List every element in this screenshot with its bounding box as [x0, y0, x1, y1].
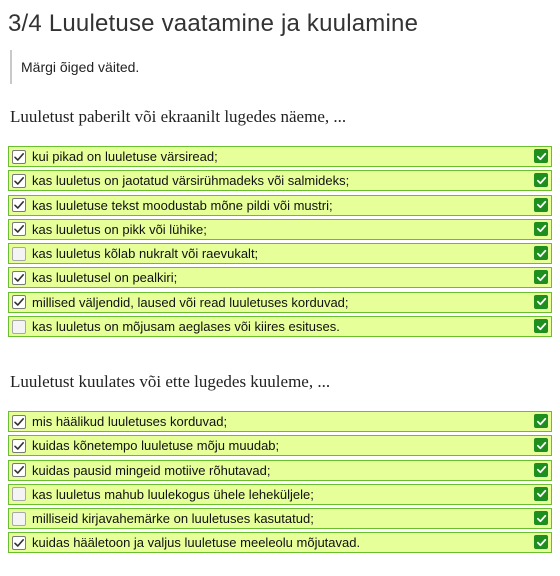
answer-option[interactable] [8, 411, 552, 432]
answer-option[interactable] [8, 292, 552, 313]
checkmark-icon [13, 272, 25, 284]
checkmark-icon [13, 464, 25, 476]
answer-option[interactable] [8, 243, 552, 264]
correct-answer-icon [534, 295, 548, 309]
answer-option[interactable] [8, 532, 552, 553]
correct-answer-icon [534, 198, 548, 212]
checkmark-icon [13, 199, 25, 211]
checkmark-icon [13, 223, 25, 235]
answer-option[interactable] [8, 195, 552, 216]
correct-answer-icon [534, 270, 548, 284]
options-list-reading [8, 146, 552, 340]
correct-answer-icon [534, 173, 548, 187]
correct-answer-icon [534, 438, 548, 452]
option-label: kas luuletuse tekst moodustab mõne pildi või mustri; [32, 197, 333, 213]
correct-answer-icon [534, 487, 548, 501]
option-label: kas luuletus on mõjusam aeglases või kiires esituses. [32, 319, 340, 335]
option-label: mis häälikud luuletuses korduvad; [32, 414, 228, 429]
option-label: kas luuletus on jaotatud värsirühmadeks või salmideks; [32, 173, 350, 189]
correct-answer-icon [534, 463, 548, 477]
option-label: millised väljendid, laused või read luuletuses korduvad; [32, 294, 349, 310]
checkmark-icon [13, 151, 25, 163]
correct-answer-icon [534, 149, 548, 163]
option-label: kuidas kõnetempo luuletuse mõju muudab; [32, 438, 280, 454]
answer-option[interactable] [8, 316, 552, 337]
checkmark-icon [13, 537, 25, 549]
checkbox[interactable] [12, 271, 26, 285]
checkbox[interactable] [12, 247, 26, 261]
checkbox[interactable] [12, 439, 26, 453]
answer-option[interactable] [8, 170, 552, 191]
section-heading-listening: Luuletust kuulates või ette lugedes kuuleme, ... [10, 372, 331, 391]
checkbox[interactable] [12, 295, 26, 309]
answer-option[interactable] [8, 219, 552, 240]
correct-answer-icon [534, 319, 548, 333]
answer-option[interactable] [8, 435, 552, 456]
checkmark-icon [13, 296, 25, 308]
instruction-text: Märgi õiged väited. [10, 50, 139, 84]
answer-option[interactable] [8, 146, 552, 167]
checkmark-icon [13, 416, 25, 428]
checkmark-icon [13, 440, 25, 452]
option-label: kas luuletus mahub luulekogus ühele leheküljele; [32, 486, 314, 502]
answer-option[interactable] [8, 460, 552, 481]
checkbox[interactable] [12, 198, 26, 212]
option-label: milliseid kirjavahemärke on luuletuses kasutatud; [32, 511, 314, 527]
section-heading-reading: Luuletust paberilt või ekraanilt lugedes näeme, ... [10, 107, 347, 126]
checkmark-icon [13, 175, 25, 187]
option-label: kuidas pausid mingeid motiive rõhutavad; [32, 462, 271, 478]
answer-option[interactable] [8, 484, 552, 505]
options-list-listening [8, 411, 552, 557]
option-label: kas luuletus on pikk või lühike; [32, 221, 207, 237]
checkbox[interactable] [12, 222, 26, 236]
checkbox[interactable] [12, 320, 26, 334]
option-label: kas luuletusel on pealkiri; [32, 270, 178, 286]
checkbox[interactable] [12, 536, 26, 550]
checkbox[interactable] [12, 174, 26, 188]
correct-answer-icon [534, 535, 548, 549]
checkbox[interactable] [12, 512, 26, 526]
option-label: kui pikad on luuletuse värsiread; [32, 149, 218, 164]
correct-answer-icon [534, 414, 548, 428]
page-title: 3/4 Luuletuse vaatamine ja kuulamine [8, 10, 419, 37]
correct-answer-icon [534, 246, 548, 260]
option-label: kas luuletus kõlab nukralt või raevukalt; [32, 246, 259, 262]
checkbox[interactable] [12, 150, 26, 164]
checkbox[interactable] [12, 487, 26, 501]
correct-answer-icon [534, 222, 548, 236]
correct-answer-icon [534, 511, 548, 525]
checkbox[interactable] [12, 415, 26, 429]
answer-option[interactable] [8, 508, 552, 529]
option-label: kuidas hääletoon ja valjus luuletuse meeleolu mõjutavad. [32, 535, 361, 551]
checkbox[interactable] [12, 463, 26, 477]
answer-option[interactable] [8, 267, 552, 288]
